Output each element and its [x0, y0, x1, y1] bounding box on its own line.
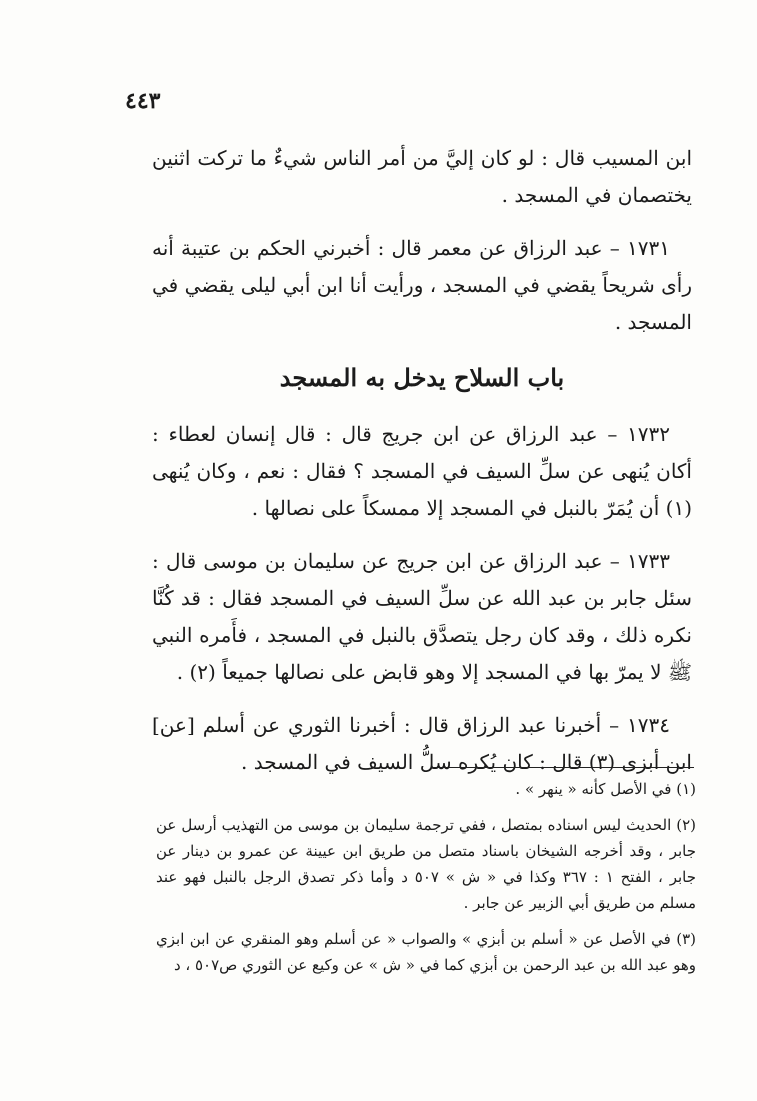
chapter-heading: باب السلاح يدخل به المسجد — [279, 363, 565, 392]
main-text — [152, 140, 692, 797]
footnote-3: (٣) في الأصل عن « أسلم بن أبزي » والصواب « عن أسلم وهو المنقري عن ابن ابزي وهو عبد الله بن عبد الرحمن بن أبزي كما في « ش » عن وكيع عن الثوري ص٥٠٧ ، د — [156, 930, 696, 974]
paragraph-continuation: ابن المسيب قال : لو كان إليَّ من أمر الناس شيءٌ ما تركت اثنين يختصمان في المسجد . — [152, 146, 692, 207]
hadith-1734: ١٧٣٤ – أخبرنا عبد الرزاق قال : أخبرنا الثوري عن أسلم [عن] ابن أبزى (٣) قال : كان يُكره سلُّ السيف في المسجد . — [152, 713, 692, 774]
page-number: ٤٤٣ — [125, 88, 161, 114]
hadith-1731: ١٧٣١ – عبد الرزاق عن معمر قال : أخبرني الحكم بن عتيبة أنه رأى شريحاً يقضي في المسجد ، ورأيت أنا ابن أبي ليلى يقضي في المسجد . — [152, 236, 692, 334]
footnote-2: (٢) الحديث ليس اسناده بمتصل ، ففي ترجمة سليمان بن موسى من التهذيب أرسل عن جابر ، وقد أخرجه الشيخان باسناد متصل من طريق ابن عيينة عن عمرو بن دينار عن جابر ، الفتح ١ : ٣٦٧ وكذا في « ش » ٥٠٧ د وأما ذكر تصدق الرجل بالنبل فهو عند مسلم من طريق أبي الزبير عن جابر . — [156, 816, 696, 912]
footnotes — [156, 776, 696, 988]
footnote-divider — [432, 767, 694, 768]
hadith-1733: ١٧٣٣ – عبد الرزاق عن ابن جريج عن سليمان بن موسى قال : سئل جابر بن عبد الله عن سلِّ السيف في المسجد فقال : قد كُنَّا نكره ذلك ، وقد كان رجل يتصدَّق بالنبل في المسجد ، فأَمره النبي ﷺ لا يمرّ بها في المسجد إلا وهو قابض على نصالها جميعاً (٢) . — [152, 549, 692, 684]
hadith-1732: ١٧٣٢ – عبد الرزاق عن ابن جريج قال : قال إنسان لعطاء : أكان يُنهى عن سلِّ السيف في المسجد ؟ فقال : نعم ، وكان يُنهى (١) أن يُمَرّ بالنبل في المسجد إلا ممسكاً على نصالها . — [152, 422, 692, 520]
footnote-1: (١) في الأصل كأنه « ينهر » . — [515, 780, 696, 798]
